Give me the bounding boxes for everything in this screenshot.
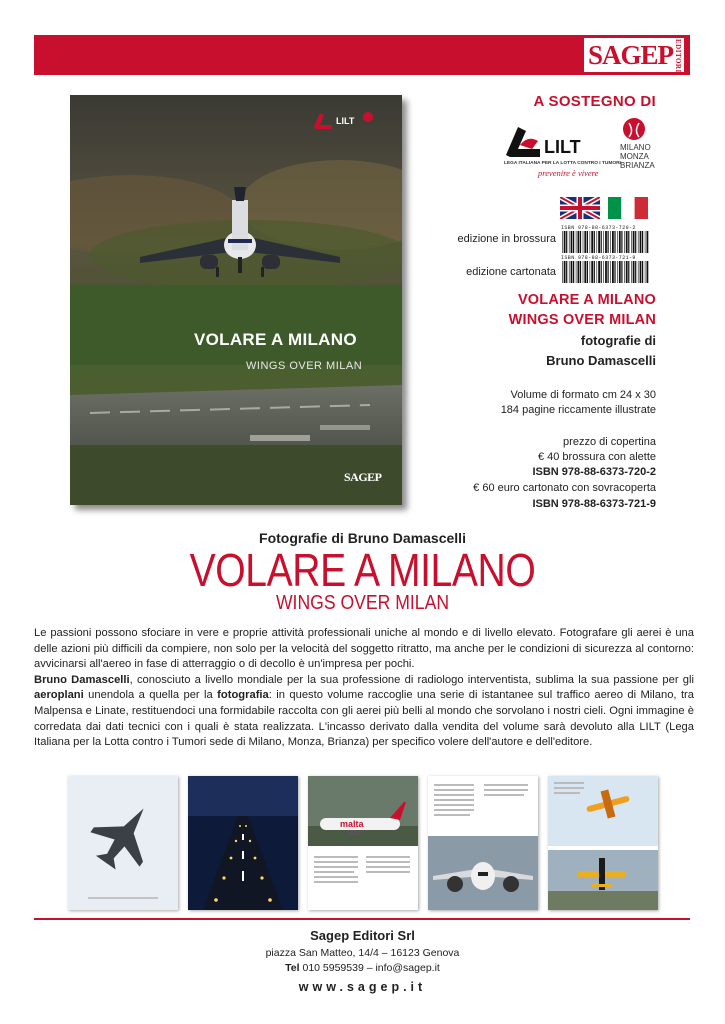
barcode-bar xyxy=(597,231,598,253)
book-cover xyxy=(70,95,402,505)
info-price-brossura: € 40 brossura con alette xyxy=(537,451,656,463)
cover-subtitle: WINGS OVER MILAN xyxy=(246,360,363,372)
mmb-line-1: MILANO xyxy=(620,143,651,152)
cartonata-barcode-isbn: ISBN 978-88-6373-721-9 xyxy=(561,255,636,261)
barcode-bar xyxy=(587,231,588,253)
barcode-bar xyxy=(619,231,621,253)
info-price-label: prezzo di copertina xyxy=(563,436,656,448)
sagep-logo-word: SAGEP xyxy=(587,40,673,70)
p2-part-a: , conosciuto a livello mondiale per la sua professione di radiologo interventista, sublima la sua passione per gli xyxy=(129,673,694,686)
barcode-bar xyxy=(594,261,595,283)
barcode-bar xyxy=(580,261,581,283)
barcode-bar xyxy=(608,231,609,253)
lilt-logo xyxy=(502,115,612,175)
cartonata-barcode xyxy=(561,261,649,283)
edition-brossura-label: edizione in brossura xyxy=(457,233,556,245)
barcode-bar xyxy=(578,261,580,283)
barcode-bar xyxy=(645,261,646,283)
barcode-bar xyxy=(612,261,614,283)
sample-page-fighter-jet xyxy=(68,776,178,910)
cover-publisher-mark: SAGEP xyxy=(344,470,382,484)
barcode-bar xyxy=(603,231,604,253)
description-paragraph-1: Le passioni possono sfociare in vere e proprie attività professionali uniche al mondo e di livello elevato. Fotografare gli aerei è una delle azioni più difficili da compiere, non solo per la velocità del soggetto ritratto, ma anche per le condizioni di sicurezza al contorno: avvicinarsi all'aereo in fase di atterraggio o di decollo è un'impresa per pochi. xyxy=(34,627,694,671)
footer-tel-label: Tel xyxy=(285,962,300,974)
barcode-bar xyxy=(569,231,570,253)
info-photo-by: fotografie di xyxy=(580,333,656,348)
mmb-line-2: MONZA xyxy=(620,152,649,161)
barcode-bar xyxy=(578,231,580,253)
footer-website-link[interactable]: www.sagep.it xyxy=(298,980,427,994)
barcode-bar xyxy=(640,261,642,283)
sagep-logo xyxy=(584,38,684,72)
barcode-bar xyxy=(594,231,595,253)
mmb-line-3: BRIANZA xyxy=(620,161,655,170)
info-author: Bruno Damascelli xyxy=(546,353,656,368)
barcode-bar xyxy=(617,231,618,253)
p2-part-c: unendola a quella per la xyxy=(83,689,218,702)
barcode-bar xyxy=(626,231,628,253)
barcode-bar xyxy=(571,231,573,253)
barcode-bar xyxy=(631,261,632,283)
lilt-name: LILT xyxy=(544,137,581,157)
svg-text:LILT: LILT xyxy=(336,116,355,126)
barcode-bar xyxy=(571,261,573,283)
barcode-bar xyxy=(562,231,563,253)
author-name-bold: Bruno Damascelli xyxy=(34,673,130,686)
barcode-bar xyxy=(642,261,643,283)
barcode-bar xyxy=(573,261,574,283)
barcode-bar xyxy=(584,231,586,253)
barcode-bar xyxy=(598,231,600,253)
info-format: Volume di formato cm 24 x 30 xyxy=(510,389,656,401)
barcode-bar xyxy=(614,231,615,253)
info-isbn-cartonato xyxy=(532,497,656,512)
malta-livery-text: malta xyxy=(340,819,364,829)
footer-contact xyxy=(0,962,725,974)
barcode-bar xyxy=(628,261,629,283)
barcode-bar xyxy=(590,261,591,283)
barcode-bar xyxy=(583,231,584,253)
sample-page-runway-night xyxy=(188,776,298,910)
cover-lilt-logo xyxy=(310,107,395,137)
barcode-bar xyxy=(597,261,598,283)
brossura-barcode-isbn: ISBN 978-88-6373-720-2 xyxy=(561,225,636,231)
edition-cartonata-label: edizione cartonata xyxy=(466,266,556,278)
footer-tel-rest: 010 5959539 – info@sagep.it xyxy=(299,962,440,974)
barcode-bar xyxy=(635,261,636,283)
uk-flag-icon xyxy=(560,197,600,219)
barcode-bar xyxy=(635,231,636,253)
top-banner xyxy=(34,35,690,75)
barcode-bar xyxy=(617,261,618,283)
sample-page-malta-jet xyxy=(308,776,418,910)
main-title: VOLARE A MILANO xyxy=(189,544,536,596)
barcode-bar xyxy=(573,231,574,253)
barcode-bar xyxy=(647,231,649,253)
barcode-bar xyxy=(624,231,625,253)
sagep-logo-vertical: EDITORI xyxy=(674,39,682,73)
barcode-bar xyxy=(621,261,622,283)
info-isbn-brossura xyxy=(532,465,656,480)
sample-page-airliner-front xyxy=(428,776,538,910)
barcode-bar xyxy=(603,261,604,283)
barcode-bar xyxy=(605,231,607,253)
footer-divider xyxy=(34,918,690,920)
main-subtitle: WINGS OVER MILAN xyxy=(275,592,450,614)
lilt-slogan: prevenire è vivere xyxy=(538,168,599,178)
barcode-bar xyxy=(626,261,628,283)
barcode-bar xyxy=(591,261,593,283)
barcode-bar xyxy=(601,261,602,283)
barcode-bar xyxy=(638,231,639,253)
barcode-bar xyxy=(624,261,625,283)
lilt-full-name: LEGA ITALIANA PER LA LOTTA CONTRO I TUMORI xyxy=(504,161,621,166)
barcode-bar xyxy=(587,261,588,283)
barcode-bar xyxy=(576,231,577,253)
barcode-bar xyxy=(612,231,614,253)
barcode-bar xyxy=(576,261,577,283)
barcode-bar xyxy=(610,231,611,253)
barcode-bar xyxy=(621,231,622,253)
barcode-bar xyxy=(566,231,567,253)
barcode-bar xyxy=(642,231,643,253)
barcode-bar xyxy=(601,231,602,253)
info-pages: 184 pagine riccamente illustrate xyxy=(500,404,656,416)
footer-address: piazza San Matteo, 14/4 – 16123 Genova xyxy=(265,947,460,959)
barcode-bar xyxy=(633,261,635,283)
barcode-bar xyxy=(564,231,566,253)
brossura-barcode xyxy=(561,231,649,253)
cover-title: VOLARE A MILANO xyxy=(194,330,357,349)
barcode-bar xyxy=(638,261,639,283)
barcode-bar xyxy=(633,231,635,253)
description-text xyxy=(34,626,694,751)
barcode-bar xyxy=(608,261,609,283)
barcode-bar xyxy=(562,261,563,283)
barcode-bar xyxy=(645,231,646,253)
info-price-cartonato: € 60 euro cartonato con sovracoperta xyxy=(473,482,656,494)
isbn-brossura-value: ISBN 978-88-6373-720-2 xyxy=(532,466,656,478)
milano-monza-brianza-text xyxy=(620,143,655,170)
barcode-bar xyxy=(564,261,566,283)
support-heading: A SOSTEGNO DI xyxy=(533,93,656,110)
barcode-bar xyxy=(628,231,629,253)
isbn-cartonato-value: ISBN 978-88-6373-721-9 xyxy=(532,498,656,510)
barcode-bar xyxy=(584,261,586,283)
barcode-bar xyxy=(647,261,649,283)
barcode-bar xyxy=(598,261,600,283)
info-title: VOLARE A MILANO xyxy=(517,292,656,308)
description-paragraph-2 xyxy=(34,673,694,751)
main-author-line: Fotografie di Bruno Damascelli xyxy=(259,530,466,546)
barcode-bar xyxy=(605,261,607,283)
barcode-bar xyxy=(640,231,642,253)
barcode-bar xyxy=(631,231,632,253)
barcode-bar xyxy=(610,261,611,283)
footer-company: Sagep Editori Srl xyxy=(310,928,415,943)
barcode-bar xyxy=(583,261,584,283)
p2-part-e: : in questo volume raccoglie una serie di istantanee sul traffico aereo di Milano, tra Malpensa e Linate, restituendoci una formidabile raccolta con gli aerei più belli al mondo che sorvolano i nostri cieli. Ogni immagine è corredata dai dati tecnici con i quali è stata realizzata. L'incasso derivato dalla vendita del volume sarà devoluto alla LILT (Lega Italiana per la Lotta contro i Tumori sede di Milano, Monza, Brianza) per specifico volere dell'autore e dell'editore. xyxy=(34,689,694,749)
sample-pages-strip xyxy=(68,776,658,910)
right-column xyxy=(410,85,656,515)
sample-page-aerobatic-planes xyxy=(548,776,658,910)
p2-bold-fotografia: fotografia xyxy=(217,689,269,702)
barcode-bar xyxy=(619,261,621,283)
italy-flag-icon xyxy=(608,197,648,219)
p2-bold-aeroplani: aeroplani xyxy=(34,689,84,702)
info-subtitle: WINGS OVER MILAN xyxy=(508,312,656,328)
barcode-bar xyxy=(614,261,615,283)
barcode-bar xyxy=(580,231,581,253)
barcode-bar xyxy=(591,231,593,253)
barcode-bar xyxy=(569,261,570,283)
cover-photo xyxy=(70,95,402,505)
barcode-bar xyxy=(590,231,591,253)
barcode-bar xyxy=(566,261,567,283)
